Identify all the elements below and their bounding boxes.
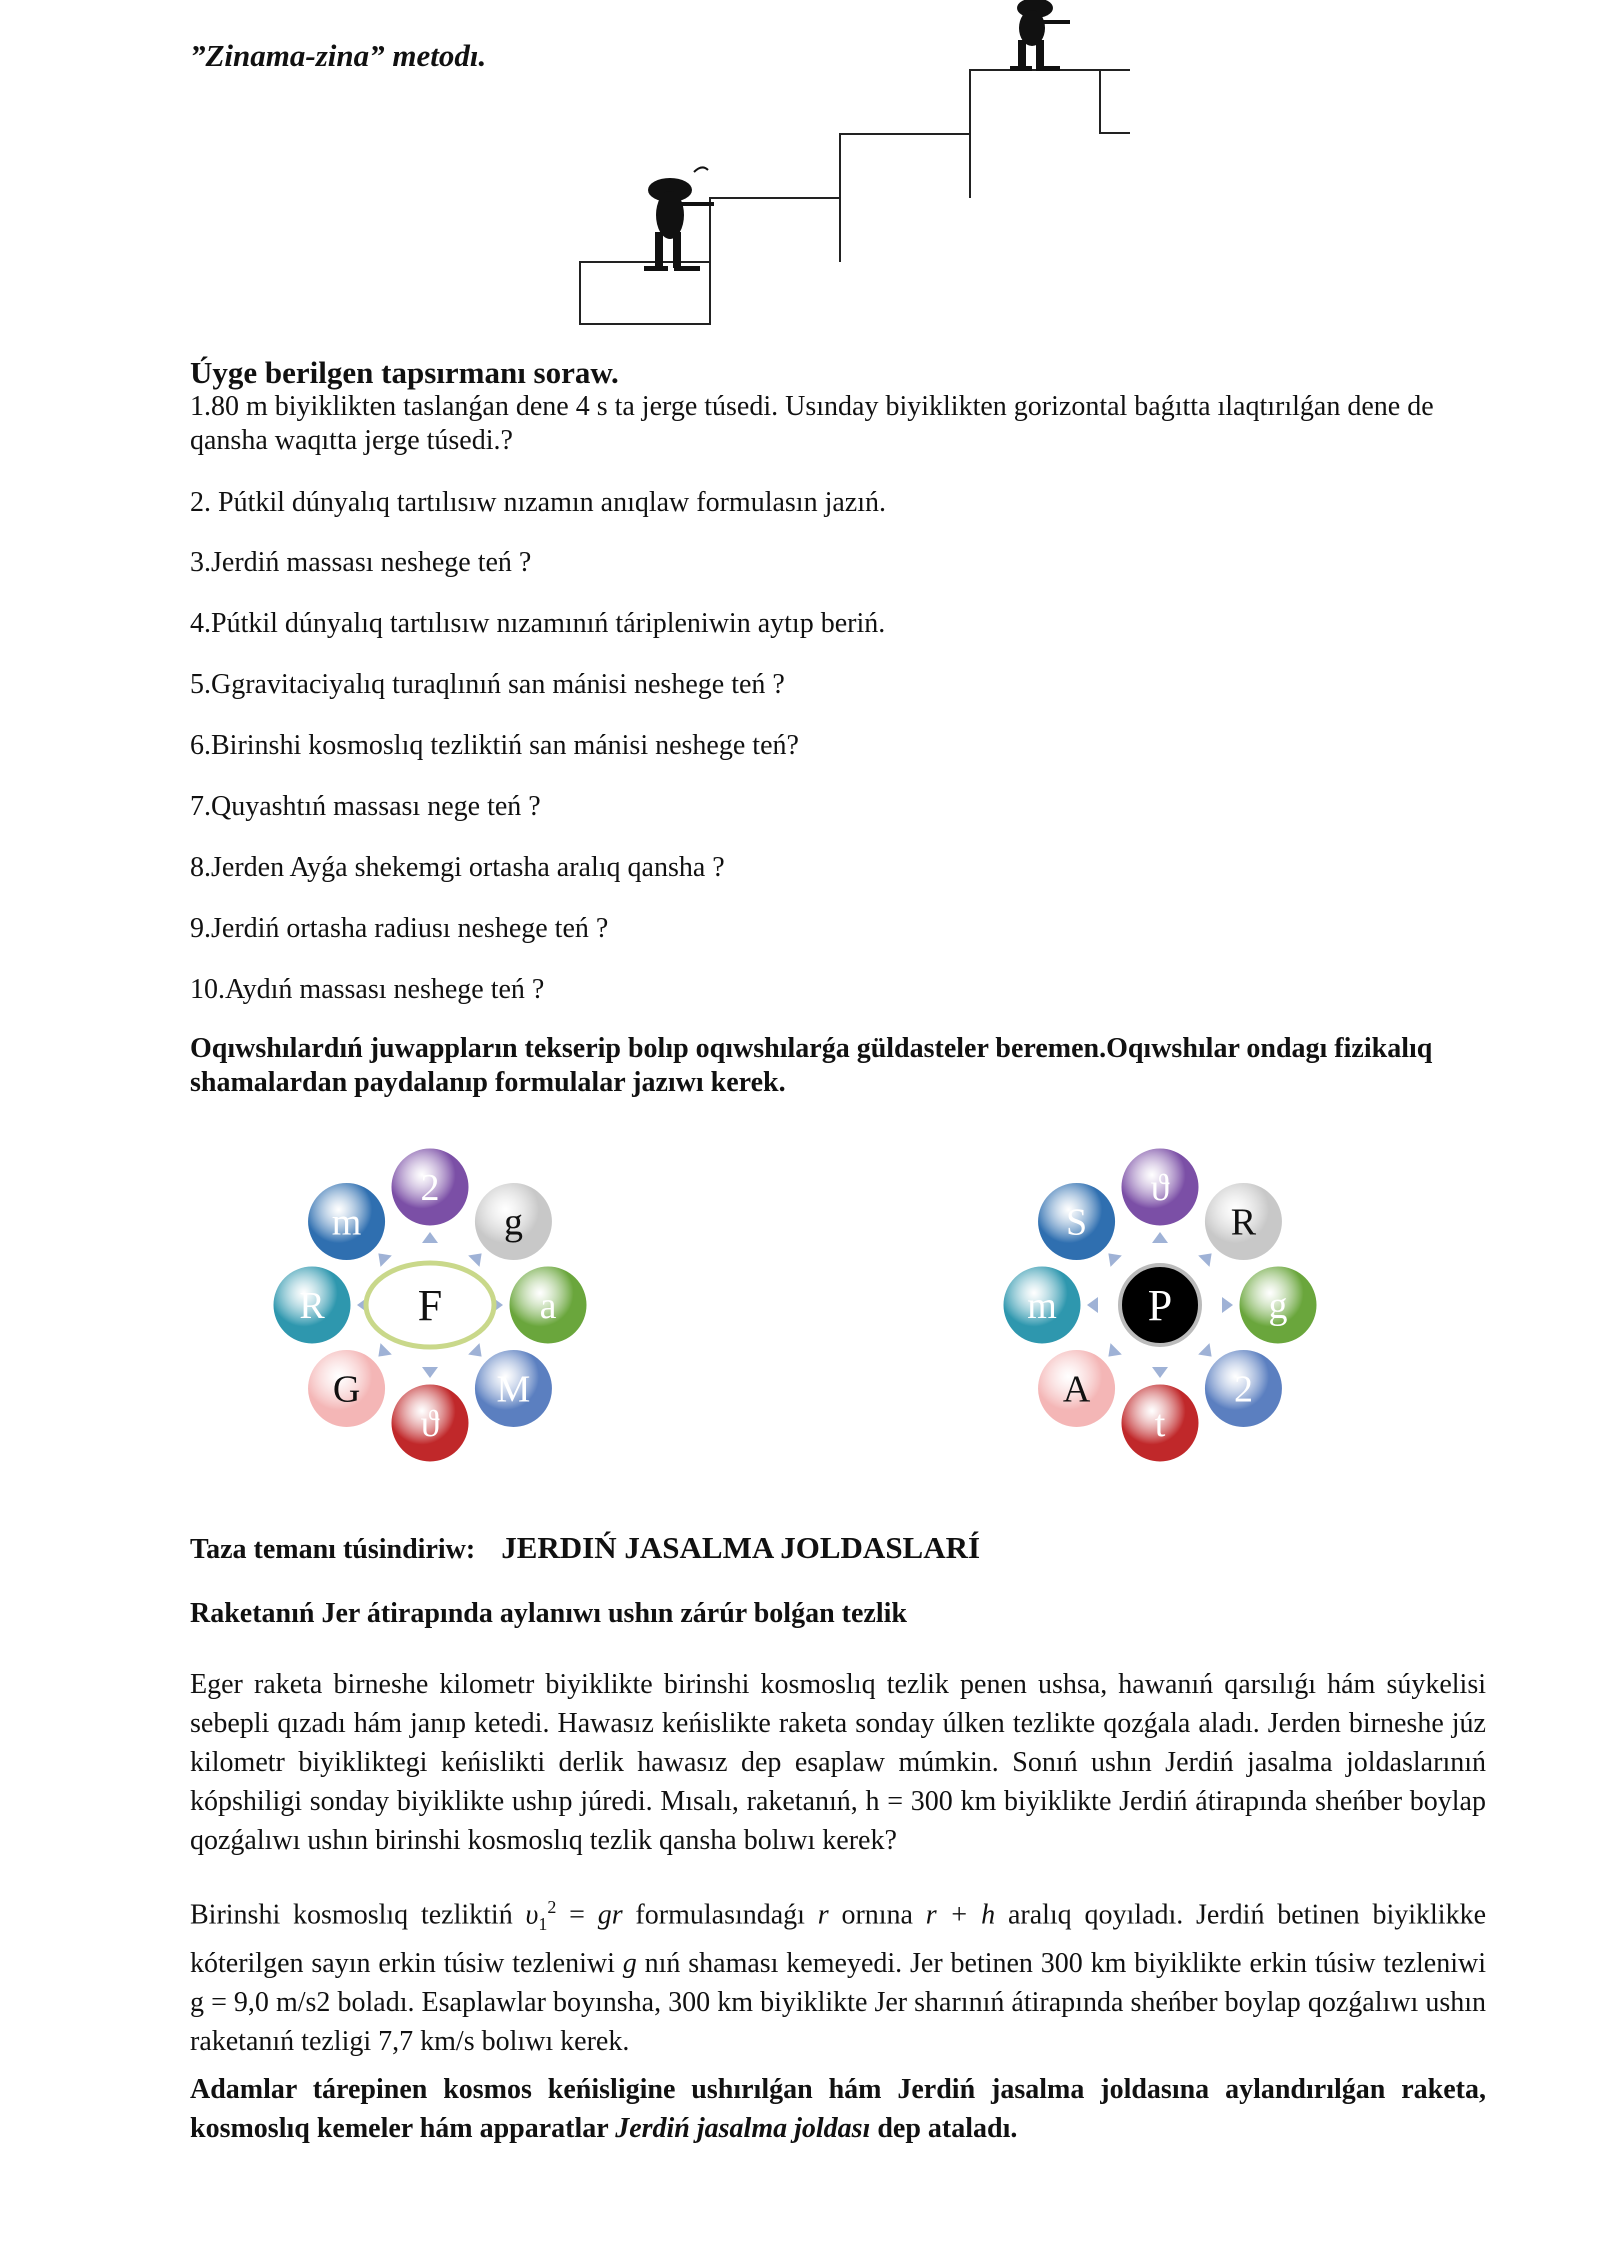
cluster-node-label: a [539, 1285, 557, 1327]
cluster-node-label: M [496, 1368, 531, 1411]
question-item: 6.Birinshi kosmoslıq tezliktiń san mánisi neshege teń? [190, 730, 799, 761]
page-title: ”Zinama-zina” metodı. [190, 38, 487, 73]
arrow-icon [422, 1367, 438, 1378]
paragraph-2: Birinshi kosmoslıq tezliktiń $\upsilon_1^2$ = gr formulasındaǵı r ornına r + h aralıq qoyıladı. Jerdiń betinen biyiklikke kóterilgen sayın erkin túsiw tezleniwi g nıń shaması kemeyedi. Jer betinen 300 km biyiklikte erkin túsiw tezleniwi g = 9,0 m/s2 boladı. Esaplawlar boyınsha, 300 km biyiklikte Jer sharınıń átirapında sheńber boylap qozǵalıwı ushın raketanıń tezligi 7,7 km/s bolıwı kerek. [190, 1897, 1487, 2057]
question-item: 8.Jerden Ayǵa shekemgi ortasha aralıq qansha ? [190, 852, 725, 883]
arrow-icon [468, 1343, 481, 1356]
cluster-node-label: ϑ [1150, 1167, 1170, 1209]
cluster-node-label: ϑ [420, 1403, 440, 1445]
arrow-icon [1152, 1232, 1168, 1243]
cluster-diagram-right [970, 1120, 1350, 1490]
arrow-icon [1198, 1343, 1211, 1356]
arrow-icon [1087, 1297, 1098, 1313]
question-item: 5.Ggravitaciyalıq turaqlınıń san mánisi neshege teń ? [190, 669, 785, 700]
section-subheading: Raketanıń Jer átirapında aylanıwı ushın zárúr bolǵan tezlik [190, 1598, 907, 1629]
check-paragraph: Oqıwshılardıń juwappların tekserip bolıp oqıwshılarǵa güldasteler beremen.Oqıwshılar ondagı fizikalıq shamalardan paydalanıp formulalar jazıwı kerek. [190, 1033, 1433, 1098]
cluster-node-label: 2 [420, 1167, 440, 1209]
question-item: 7.Quyashtıń massası nege teń ? [190, 791, 541, 822]
new-topic-line [190, 1530, 980, 1566]
final-paragraph: Adamlar tárepinen kosmos keńisligine ushırılǵan hám Jerdiń jasalma joldasına aylandırılǵan raketa, kosmoslıq kemeler hám apparatlar Jerdiń jasalma joldası dep ataladı. [190, 2074, 1486, 2144]
cluster-node-label: m [1027, 1285, 1057, 1327]
staircase-illustration [570, 0, 1130, 335]
arrow-icon [1222, 1297, 1233, 1313]
arrow-icon [422, 1232, 438, 1243]
paragraph-1: Eger raketa birneshe kilometr biyiklikte birinshi kosmoslıq tezlik penen ushsa, hawanıń qarsılıǵı hám súykelisi sebepli qızadı hám janıp ketedi. Hawasız keńislikte raketa sonday úlken tezlikte qozǵala aladı. Jerden birneshe júz kilometr biyikliktegi keńislikti derlik hawasız dep esaplaw múmkin. Sonıń ushın Jerdiń jasalma joldaslarınıń kópshiligi sonday biyiklikte ushıp júredi. Mısalı, raketanıń, h = 300 km biyiklikte Jerdiń átirapında sheńber boylap qozǵalıwı ushın birinshi kosmoslıq tezlik qansha bolıwı kerek? [190, 1669, 1486, 1856]
question-item: 10.Aydıń massası neshege teń ? [190, 974, 545, 1005]
cluster-node-label: R [299, 1285, 325, 1327]
cluster-center-label: P [1147, 1281, 1173, 1330]
arrow-icon [468, 1253, 481, 1266]
cluster-node-label: g [503, 1201, 523, 1244]
cluster-diagram-left [240, 1120, 620, 1490]
cluster-node-label: S [1065, 1201, 1088, 1244]
homework-heading: Úyge berilgen tapsırmanı soraw. [190, 355, 619, 390]
new-topic-label: Taza temanı túsindiriw: [190, 1534, 476, 1565]
question-item: 3.Jerdiń massası neshege teń ? [190, 547, 532, 578]
arrow-icon [378, 1253, 391, 1266]
standing-figure-icon [1010, 0, 1070, 71]
cluster-node-label: R [1230, 1201, 1257, 1244]
thinking-figure-icon [644, 167, 714, 271]
cluster-node-label: A [1062, 1368, 1091, 1411]
cluster-center-label: F [417, 1281, 443, 1330]
arrow-icon [1108, 1253, 1121, 1266]
cluster-node-label: t [1154, 1403, 1166, 1445]
cluster-node-label: m [331, 1201, 362, 1244]
question-item: 4.Pútkil dúnyalıq tartılısıw nızamınıń táripleniwin aytıp beriń. [190, 608, 886, 639]
arrow-icon [378, 1343, 391, 1356]
cluster-node-label: g [1268, 1285, 1288, 1327]
question-item: 2. Pútkil dúnyalıq tartılısıw nızamın anıqlaw formulasın jazıń. [190, 487, 886, 518]
question-item: 9.Jerdiń ortasha radiusı neshege teń ? [190, 913, 609, 944]
new-topic-title: JERDIŃ JASALMA JOLDASLARÍ [501, 1530, 981, 1565]
cluster-node-label: 2 [1233, 1368, 1253, 1411]
arrow-icon [1198, 1253, 1211, 1266]
arrow-icon [1108, 1343, 1121, 1356]
arrow-icon [1152, 1367, 1168, 1378]
question-item: 1.80 m biyiklikten taslanǵan dene 4 s ta jerge túsedi. Usınday biyiklikten gorizontal baǵıtta ılaqtırılǵan dene de qansha waqıtta jerge túsedi.? [190, 391, 1434, 456]
cluster-node-label: G [332, 1368, 361, 1411]
